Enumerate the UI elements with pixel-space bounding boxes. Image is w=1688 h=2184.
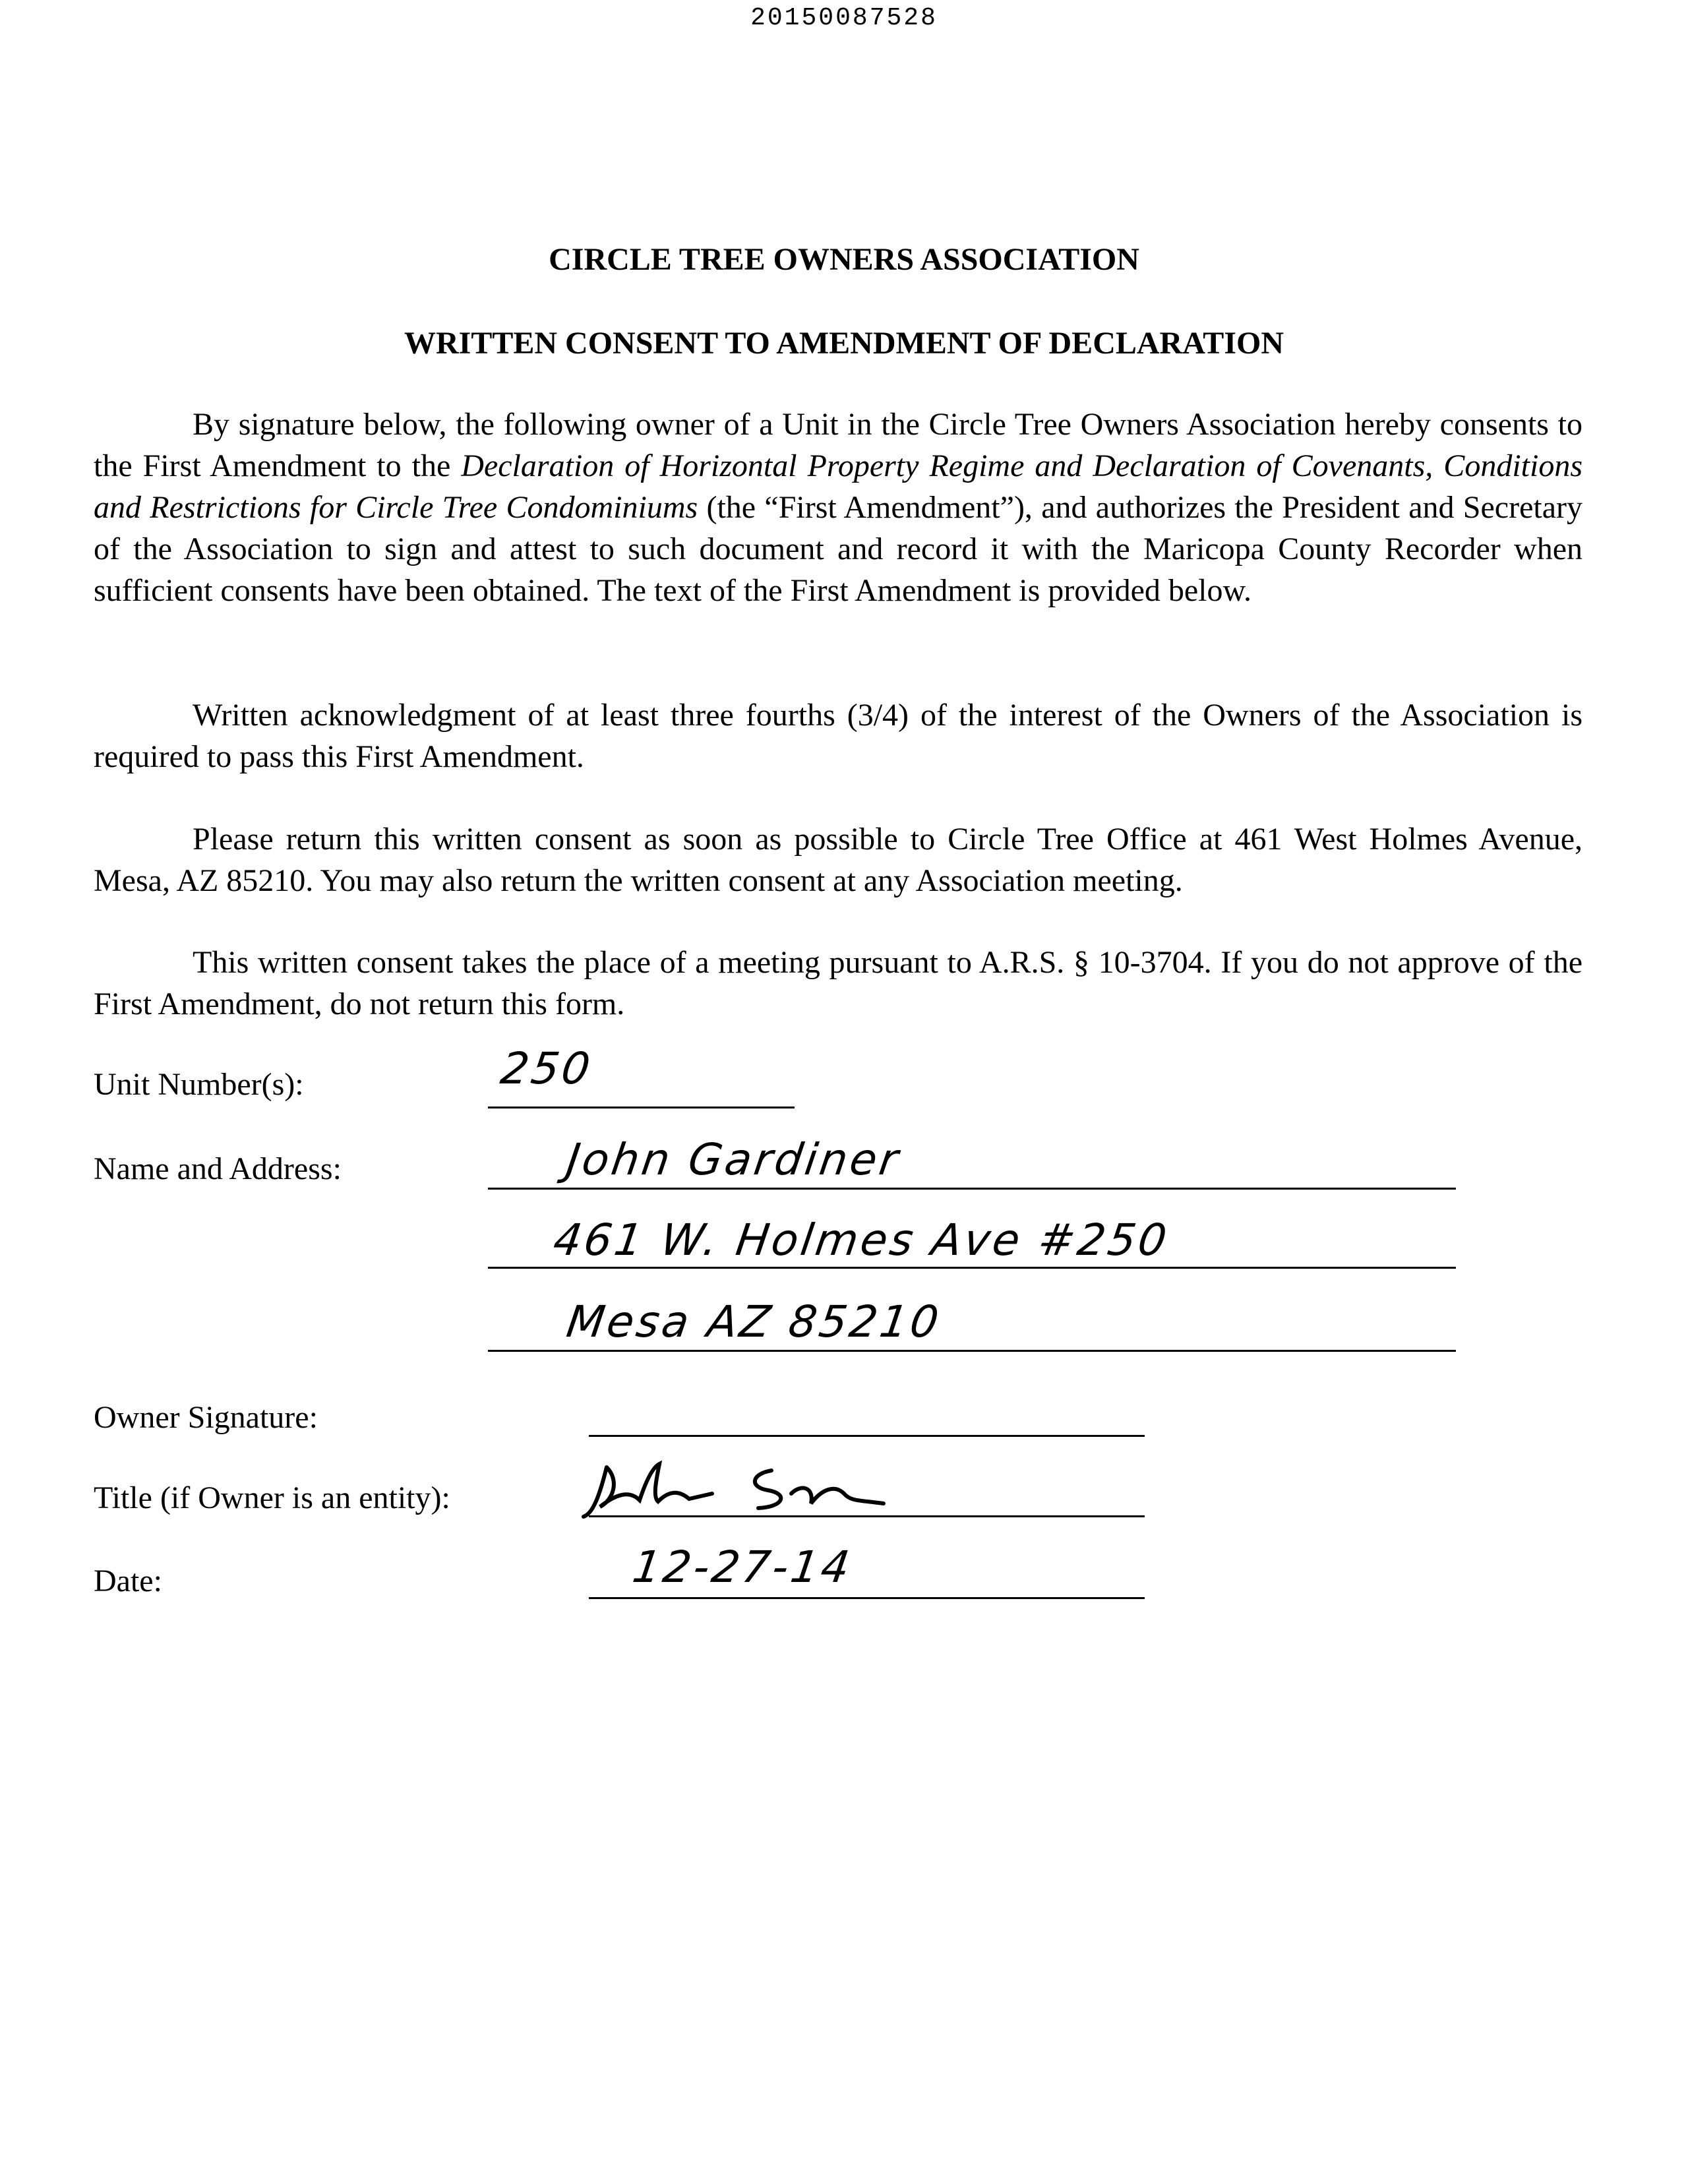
intro-text-2: (the “First Amendment”), and authorizes the President and Secretary of the Association to sign and attest to such document and record it with the Maricopa County Recorder when sufficient consents have been obtained. The text of the First Amendment is provided below.	[94, 490, 1582, 608]
document-number: 20150087528	[750, 4, 938, 32]
date-value: 12-27-14	[629, 1542, 855, 1592]
consent-title: WRITTEN CONSENT TO AMENDMENT OF DECLARATION	[404, 326, 1284, 361]
meeting-paragraph: This written consent takes the place of a meeting pursuant to A.R.S. § 10-3704. If you do not approve of the First Amendment, do not return this form.	[94, 945, 1582, 1021]
declaration-title: Declaration of Horizontal Property Regime and Declaration of Covenants, Conditions and Restrictions for Circle Tree Condominiums	[94, 448, 1583, 525]
name-line-3	[488, 1350, 1456, 1352]
name-line-1	[488, 1188, 1456, 1190]
title-label: Title (if Owner is an entity):	[94, 1480, 450, 1515]
unit-number-line	[488, 1107, 795, 1108]
date-line	[589, 1597, 1145, 1599]
owner-signature-label: Owner Signature:	[94, 1400, 318, 1435]
return-paragraph: Please return this written consent as soon as possible to Circle Tree Office at 461 West Holmes Avenue, Mesa, AZ 85210. You may also return the written consent at any Association meeting.	[94, 822, 1582, 898]
address-line-1-value: 461 W. Holmes Ave #250	[550, 1215, 1172, 1265]
address-line-2-value: Mesa AZ 85210	[563, 1296, 945, 1347]
association-title: CIRCLE TREE OWNERS ASSOCIATION	[549, 242, 1139, 277]
name-address-label: Name and Address:	[94, 1151, 342, 1186]
unit-number-value: 250	[497, 1043, 596, 1094]
name-line-2	[488, 1267, 1456, 1269]
owner-signature-line	[589, 1435, 1145, 1437]
acknowledgment-paragraph: Written acknowledgment of at least three fourths (3/4) of the interest of the Owners of the Association is required to pass this First Amendment.	[94, 698, 1582, 774]
unit-number-label: Unit Number(s):	[94, 1067, 304, 1102]
date-label: Date:	[94, 1563, 162, 1598]
name-value: John Gardiner	[563, 1134, 904, 1185]
intro-paragraph	[94, 404, 1582, 611]
signature-scribble	[580, 1454, 923, 1527]
intro-text-1: By signature below, the following owner of a Unit in the Circle Tree Owners Association hereby consents to the First Amendment to the	[94, 407, 1582, 483]
